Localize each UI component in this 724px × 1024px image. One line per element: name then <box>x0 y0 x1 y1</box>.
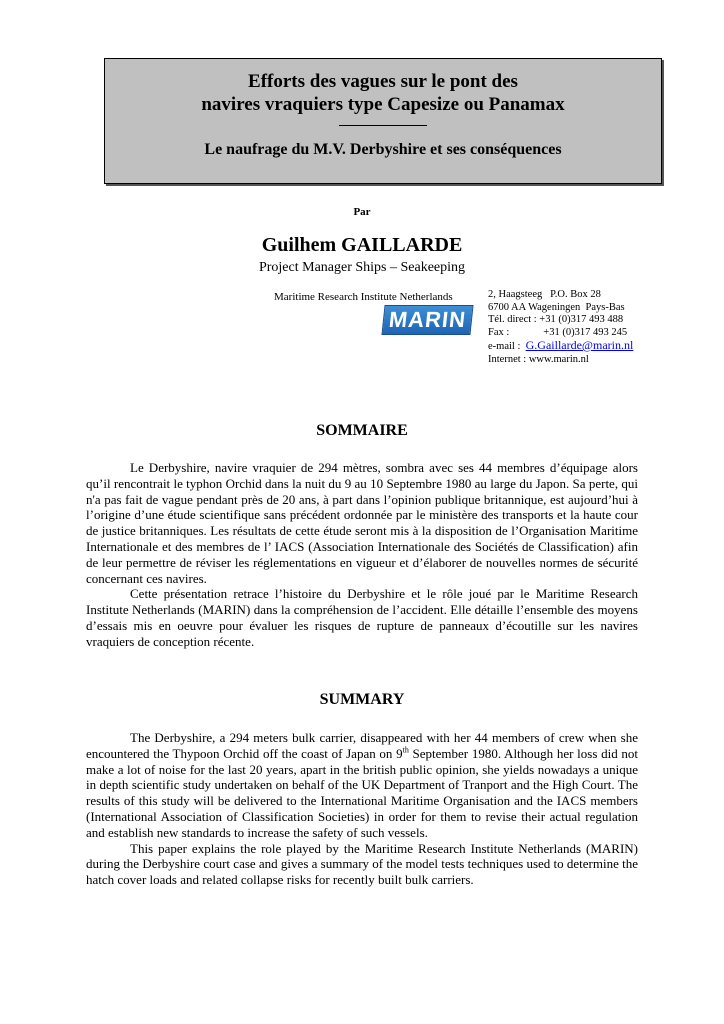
title-rule <box>339 125 427 126</box>
email-label: e-mail : <box>488 341 521 352</box>
summary-body <box>86 730 638 888</box>
fax-value: +31 (0)317 493 245 <box>543 326 628 338</box>
summary-p1-start: The Derbyshire, a 294 meters bulk carrier, disappeared with her 44 members of crew when she encountered the Thypoon Orchid off the coast of Japan on 9 <box>86 730 638 761</box>
summary-heading: SUMMARY <box>319 691 405 708</box>
sommaire-heading: SOMMAIRE <box>316 422 408 439</box>
address-pobox: P.O. Box 28 <box>550 289 601 300</box>
address-block <box>488 289 633 366</box>
summary-p1-sup: th <box>402 745 409 755</box>
fax-label: Fax : <box>488 326 510 338</box>
summary-paragraph-1 <box>86 730 638 841</box>
title-line-1: Efforts des vagues sur le pont des <box>248 71 518 92</box>
institute-name: Maritime Research Institute Netherlands <box>274 291 453 303</box>
logo-text: MARIN <box>387 307 468 332</box>
author-role: Project Manager Ships – Seakeeping <box>258 260 466 275</box>
address-internet: Internet : www.marin.nl <box>488 353 589 365</box>
summary-p1-end: September 1980. Although her loss did not make a lot of noise for the last 20 years, apart in the british public opinion, she yields nowadays a unique in depth scientific study undertaken on behalf of the UK Department of Tranport and the High Court. The results of this study will be delivered to the International Maritime Organisation and the IACS members (International Association of Classification Societies) in order for them to revise their actual regulation and establish new standards to increase the safety of such vessels. <box>86 745 638 840</box>
sommaire-paragraph-2: Cette présentation retrace l’histoire du Derbyshire et le rôle joué par le Maritime Research Institute Netherlands (MARIN) dans la compréhension de l’accident. Elle détaille l’ensemble des moyens d’essais mis en oeuvre pour évaluer les risques de rupture de panneaux d’écoutille sur les navires vraquiers de conception récente. <box>86 586 638 649</box>
address-street: 2, Haagsteeg <box>488 289 543 300</box>
summary-paragraph-2: This paper explains the role played by the Maritime Research Institute Netherlands (MARIN) during the Derbyshire court case and gives a summary of the model tests techniques used to determine the hatch cover loads and related collapse risks for recently built bulk carriers. <box>86 840 638 888</box>
address-city: 6700 AA Wageningen <box>488 301 581 313</box>
sommaire-body <box>86 460 638 650</box>
title-box <box>104 58 662 184</box>
par-label: Par <box>353 206 371 218</box>
address-country: Pays-Bas <box>585 301 625 313</box>
address-tel: Tél. direct : +31 (0)317 493 488 <box>488 314 624 325</box>
subtitle: Le naufrage du M.V. Derbyshire et ses conséquences <box>204 141 562 158</box>
title-line-2: navires vraquiers type Capesize ou Panamax <box>201 94 565 115</box>
author-name: Guilhem GAILLARDE <box>261 234 463 256</box>
email-link[interactable]: G.Gaillarde@marin.nl <box>525 338 634 352</box>
marin-logo <box>381 305 473 335</box>
sommaire-paragraph-1: Le Derbyshire, navire vraquier de 294 mètres, sombra avec ses 44 membres d’équipage alors qu’il rencontrait le typhon Orchid dans la nuit du 9 au 10 Septembre 1980 au large du Japon. Sa perte, qui n'a pas fait de vague pendant près de 20 ans, à part dans l’opinion publique britannique, est aujourd’hui à l’origine d’une étude scientifique sans précédent ordonnée par le ministère des transports et la haute cour de justice britanniques. Les résultats de cette étude seront mis à la disposition de l’Organisation Maritime Internationale et des membres de l’ IACS (Association Internationale des Sociétés de Classification) afin de leur permettre de réviser les réglementations en vigueur et d’élaborer de nouvelles normes de sécurité concernant ces navires. <box>86 460 638 586</box>
